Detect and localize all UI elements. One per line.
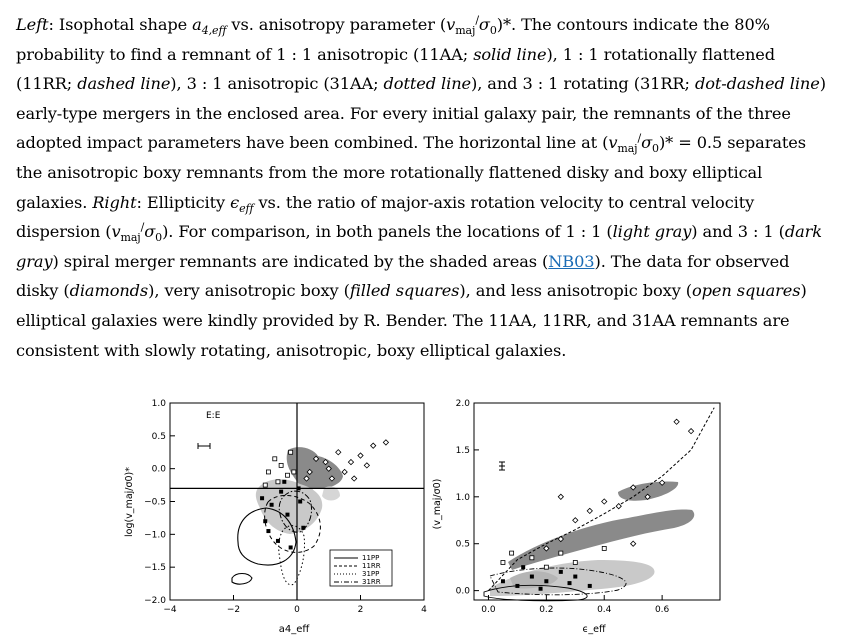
caption-text: ). For comparison, in both panels the locations of 1 : 1 ( bbox=[162, 222, 613, 242]
dotted-line-label: dotted line bbox=[383, 74, 471, 94]
open-square-point bbox=[263, 483, 267, 487]
legend-entry: 11RR bbox=[362, 562, 381, 570]
open-square-point bbox=[266, 470, 270, 474]
open-square-point bbox=[289, 450, 293, 454]
right-x-axis-label: ϵ_eff bbox=[582, 624, 606, 635]
filled-square-point bbox=[282, 480, 286, 484]
left-label: Left bbox=[16, 15, 49, 34]
dot-dashed-line-label: dot-dashed line bbox=[694, 74, 820, 94]
disky-diamond-point bbox=[383, 440, 388, 445]
y-tick-label: 2.0 bbox=[455, 399, 470, 409]
caption-text: ) elliptical galaxies were kindly provided by R. Bender. The 11AA, 11RR, and 31AA remnants are consistent with slowly rotating, anisotropic, boxy elliptical galaxies. bbox=[16, 281, 807, 360]
filled-square-point bbox=[530, 575, 534, 579]
disky-diamond-point bbox=[688, 429, 693, 434]
disky-diamond-point bbox=[616, 504, 621, 509]
filled-square-point bbox=[263, 519, 267, 523]
right-y-axis-label: (v_maj/σ0) bbox=[432, 478, 443, 530]
x-tick-label: 0.4 bbox=[597, 605, 612, 615]
open-square-point bbox=[273, 457, 277, 461]
filled-square-point bbox=[276, 539, 280, 543]
x-tick-label: 2 bbox=[357, 605, 364, 615]
open-square-point bbox=[602, 546, 606, 550]
filled-square-point bbox=[515, 584, 519, 588]
disky-diamond-point bbox=[558, 494, 563, 499]
caption-paragraph bbox=[16, 10, 831, 365]
disky-diamond-point bbox=[358, 453, 363, 458]
filled-square-point bbox=[568, 581, 572, 585]
vmaj-sigma-ratio: $v_{maj}^/\sigma_0$ bbox=[111, 220, 163, 245]
caption-text: vs. anisotropy parameter ( bbox=[226, 15, 447, 34]
left-legend bbox=[330, 550, 392, 586]
caption-text: ), 1 : 1 rotationally flattened (11RR; bbox=[16, 44, 776, 94]
y-tick-label: 0.0 bbox=[151, 464, 166, 475]
y-tick-label: 1.0 bbox=[455, 492, 470, 503]
caption-text: ), 3 : 1 anisotropic (31AA; bbox=[170, 74, 384, 94]
left-x-axis-label: a4_eff bbox=[278, 624, 310, 635]
open-square-point bbox=[544, 565, 548, 569]
y-tick-label: −2.0 bbox=[144, 596, 166, 606]
disky-diamond-point bbox=[674, 419, 679, 424]
y-tick-label: 1.5 bbox=[455, 445, 470, 456]
disky-diamond-point bbox=[631, 541, 636, 546]
filled-square-point bbox=[588, 584, 592, 588]
a4-symbol: $a_{4,eff}$ bbox=[192, 15, 227, 38]
caption-text: ), and 3 : 1 rotating (31RR; bbox=[471, 74, 695, 94]
disky-diamond-point bbox=[352, 476, 357, 481]
filled-square-point bbox=[573, 575, 577, 579]
figure-caption bbox=[16, 10, 831, 365]
open-square-point bbox=[510, 551, 514, 555]
filled-square-point bbox=[289, 545, 293, 549]
x-tick-label: −2 bbox=[226, 605, 241, 615]
diamonds-label: diamonds bbox=[69, 281, 149, 301]
legend-entry: 31PP bbox=[362, 570, 380, 578]
left-panel bbox=[124, 399, 427, 635]
open-square-point bbox=[279, 463, 283, 467]
filled-square-point bbox=[260, 496, 264, 500]
filled-square-point bbox=[559, 570, 563, 574]
right-panel bbox=[432, 399, 720, 635]
x-tick-label: 0.0 bbox=[481, 605, 496, 615]
right-error-bar bbox=[499, 462, 505, 470]
open-squares-label: open squares bbox=[692, 281, 801, 301]
open-square-point bbox=[573, 560, 577, 564]
caption-text: )* bbox=[496, 15, 511, 34]
caption-text: ), and less anisotropic boxy ( bbox=[459, 281, 693, 301]
solid-line-label: solid line bbox=[473, 44, 547, 64]
left-error-bar bbox=[198, 443, 210, 449]
right-label: Right bbox=[92, 192, 137, 212]
caption-text: : Ellipticity bbox=[136, 192, 231, 212]
disky-diamond-point bbox=[371, 443, 376, 448]
open-square-point bbox=[530, 556, 534, 560]
filled-square-point bbox=[301, 526, 305, 530]
vmaj-sigma-ratio: $v_{maj}^/\sigma_0$ bbox=[446, 13, 497, 38]
ee-annotation: E:E bbox=[206, 411, 221, 421]
caption-text: vs. the ratio of major-axis rotation velocity to central velocity dispersion ( bbox=[16, 192, 755, 242]
x-tick-label: 0 bbox=[294, 605, 300, 615]
caption-text: ) spiral merger remnants are indicated by the shaded areas ( bbox=[52, 251, 549, 271]
filled-square-point bbox=[279, 490, 283, 494]
y-tick-label: 0.0 bbox=[455, 586, 470, 597]
caption-text: ) and 3 : 1 ( bbox=[691, 222, 785, 242]
filled-square-point bbox=[544, 579, 548, 583]
filled-square-point bbox=[285, 513, 289, 517]
open-square-point bbox=[285, 473, 289, 477]
left-y-axis-label: log(v_maj/σ0)* bbox=[124, 467, 135, 537]
caption-text: ), very anisotropic boxy ( bbox=[148, 281, 350, 301]
legend-entry: 31RR bbox=[362, 578, 381, 586]
contour-11aa-solid-2 bbox=[232, 574, 252, 585]
disky-diamond-point bbox=[342, 469, 347, 474]
caption-text: ). The data for observed disky ( bbox=[16, 251, 790, 301]
disky-diamond-point bbox=[587, 508, 592, 513]
caption-text: ) early-type mergers in the enclosed area. For every initial galaxy pair, the remnants of the three adopted impact parameters have been combined. The horizontal line at ( bbox=[16, 74, 826, 153]
nb03-citation-link[interactable]: NB03 bbox=[548, 251, 595, 271]
open-square-point bbox=[559, 551, 563, 555]
x-tick-label: 0.2 bbox=[539, 605, 554, 615]
filled-square-point bbox=[297, 486, 301, 490]
y-tick-label: 0.5 bbox=[455, 539, 470, 550]
caption-text: . The contours indicate the 80% probability to find a remnant of 1 : 1 anisotropic (11AA; bbox=[16, 15, 770, 64]
x-tick-label: 0.6 bbox=[654, 605, 670, 615]
filled-squares-label: filled squares bbox=[349, 281, 460, 301]
open-square-point bbox=[276, 480, 280, 484]
disky-diamond-point bbox=[573, 518, 578, 523]
open-square-point bbox=[501, 560, 505, 564]
dashed-line-label: dashed line bbox=[77, 74, 171, 94]
filled-square-point bbox=[270, 503, 274, 507]
legend-entry: 11PP bbox=[362, 554, 380, 562]
dark-gray-label: dark gray bbox=[16, 222, 823, 271]
disky-diamond-point bbox=[602, 499, 607, 504]
disky-diamond-point bbox=[348, 460, 353, 465]
open-square-point bbox=[292, 470, 296, 474]
caption-text: : Isophotal shape bbox=[48, 15, 193, 34]
figure-panels bbox=[118, 392, 728, 635]
filled-square-point bbox=[298, 500, 302, 504]
disky-diamond-point bbox=[336, 450, 341, 455]
x-tick-label: 4 bbox=[421, 605, 427, 615]
filled-square-point bbox=[501, 579, 505, 583]
epsilon-symbol: $\epsilon_{eff}$ bbox=[230, 192, 254, 215]
filled-square-point bbox=[266, 529, 270, 533]
filled-square-point bbox=[539, 587, 543, 591]
y-tick-label: −1.5 bbox=[144, 563, 166, 574]
y-tick-label: 0.5 bbox=[151, 431, 166, 442]
y-tick-label: −1.0 bbox=[144, 530, 166, 541]
caption-text: )* = 0.5 separates the anisotropic boxy remnants from the more rotationally flattened disky and boxy elliptical galaxies. bbox=[16, 133, 806, 212]
light-gray-label: light gray bbox=[612, 222, 692, 242]
y-tick-label: 1.0 bbox=[151, 399, 166, 409]
x-tick-label: −4 bbox=[163, 605, 177, 615]
vmaj-sigma-ratio: $v_{maj}^/\sigma_0$ bbox=[608, 131, 659, 156]
y-tick-label: −0.5 bbox=[144, 497, 166, 508]
filled-square-point bbox=[521, 565, 525, 569]
disky-diamond-point bbox=[364, 463, 369, 468]
